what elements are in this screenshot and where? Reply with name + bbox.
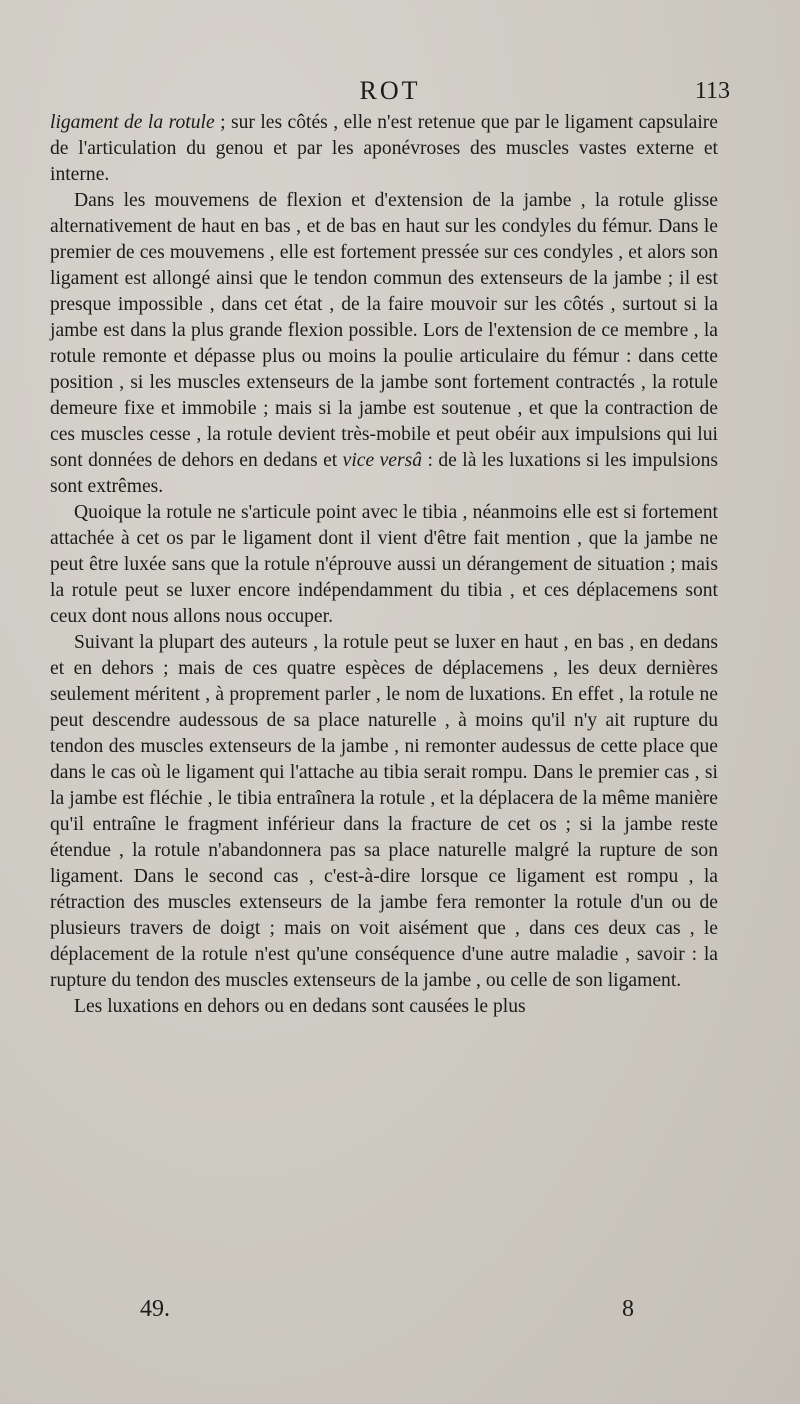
paragraph <box>50 188 718 500</box>
text-run: Suivant la plupart des auteurs , la rotule peut se luxer en haut , en bas , en dedans et en dehors ; mais de ces quatre espèces de déplacemens , les deux dernières seulement méritent , à proprement parler , le nom de luxations. En effet , la rotule ne peut descendre audessous de sa place naturelle , à moins qu'il n'y ait rupture du tendon des muscles extenseurs de la jambe , ni remonter audessus de cette place que dans le cas où le ligament qui l'attache au tibia serait rompu. Dans le premier cas , si la jambe est fléchie , le tibia entraînera la rotule , et la déplacera de la même manière qu'il entraîne le fragment inférieur dans la fracture de cet os ; si la jambe reste étendue , la rotule n'abandonnera pas sa place naturelle malgré la rupture de son ligament. Dans le second cas , c'est-à-dire lorsque ce ligament est rompu , la rétraction des muscles extenseurs de la jambe fera remonter la rotule d'un ou de plusieurs travers de doigt ; mais on voit aisément que , dans ces deux cas , le déplacement de la rotule n'est qu'une conséquence d'une autre maladie , savoir : la rupture du tendon des muscles extenseurs de la jambe , ou celle de son ligament. <box>50 632 718 991</box>
text-run: Les luxations en dehors ou en dedans sont causées le plus <box>74 996 526 1017</box>
paragraph <box>50 110 718 188</box>
page-number: 113 <box>694 78 730 104</box>
printer-signature: 49. <box>140 1296 170 1322</box>
italic-text: ligament de la rotule <box>50 112 215 133</box>
text-run: ; sur les côtés , elle n'est retenue que par le ligament capsulaire de l'articulation du genou et par les aponévroses des muscles vastes externe et interne. <box>50 112 718 185</box>
italic-text: vice versâ <box>342 450 423 471</box>
sheet-number: 8 <box>622 1296 634 1322</box>
text-run: Quoique la rotule ne s'articule point avec le tibia , néanmoins elle est si fortement attachée à cet os par le ligament dont il vient d'être fait mention , que la jambe ne peut être luxée sans que la rotule n'éprouve aussi un dérangement de situation ; mais la rotule peut se luxer encore indépendamment du tibia , et ces déplacemens sont ceux dont nous allons nous occuper. <box>50 502 718 627</box>
paragraph <box>50 500 718 630</box>
paragraph <box>50 630 718 994</box>
text-run: : de là les luxations si les impulsions sont extrêmes. <box>50 450 718 497</box>
text-run: Dans les mouvemens de flexion et d'extension de la jambe , la rotule glisse alternativement de haut en bas , et de bas en haut sur les condyles du fémur. Dans le premier de ces mouvemens , elle est fortement pressée sur ces condyles , et alors son ligament est allongé ainsi que le tendon commun des extenseurs de la jambe ; il est presque impossible , dans cet état , de la faire mouvoir sur les côtés , surtout si la jambe est dans la plus grande flexion possible. Lors de l'extension de ce membre , la rotule remonte et dépasse plus ou moins la poulie articulaire du fémur : dans cette position , si les muscles extenseurs de la jambe sont fortement contractés , la rotule demeure fixe et immobile ; mais si la jambe est soutenue , et que la contraction de ces muscles cesse , la rotule devient très-mobile et peut obéir aux impulsions qui lui sont données de dehors en dedans et <box>50 190 718 471</box>
body-text <box>50 110 718 1020</box>
running-title: ROT <box>359 76 421 105</box>
page-footer <box>50 1296 730 1326</box>
paragraph <box>50 994 718 1020</box>
running-head <box>50 76 730 106</box>
